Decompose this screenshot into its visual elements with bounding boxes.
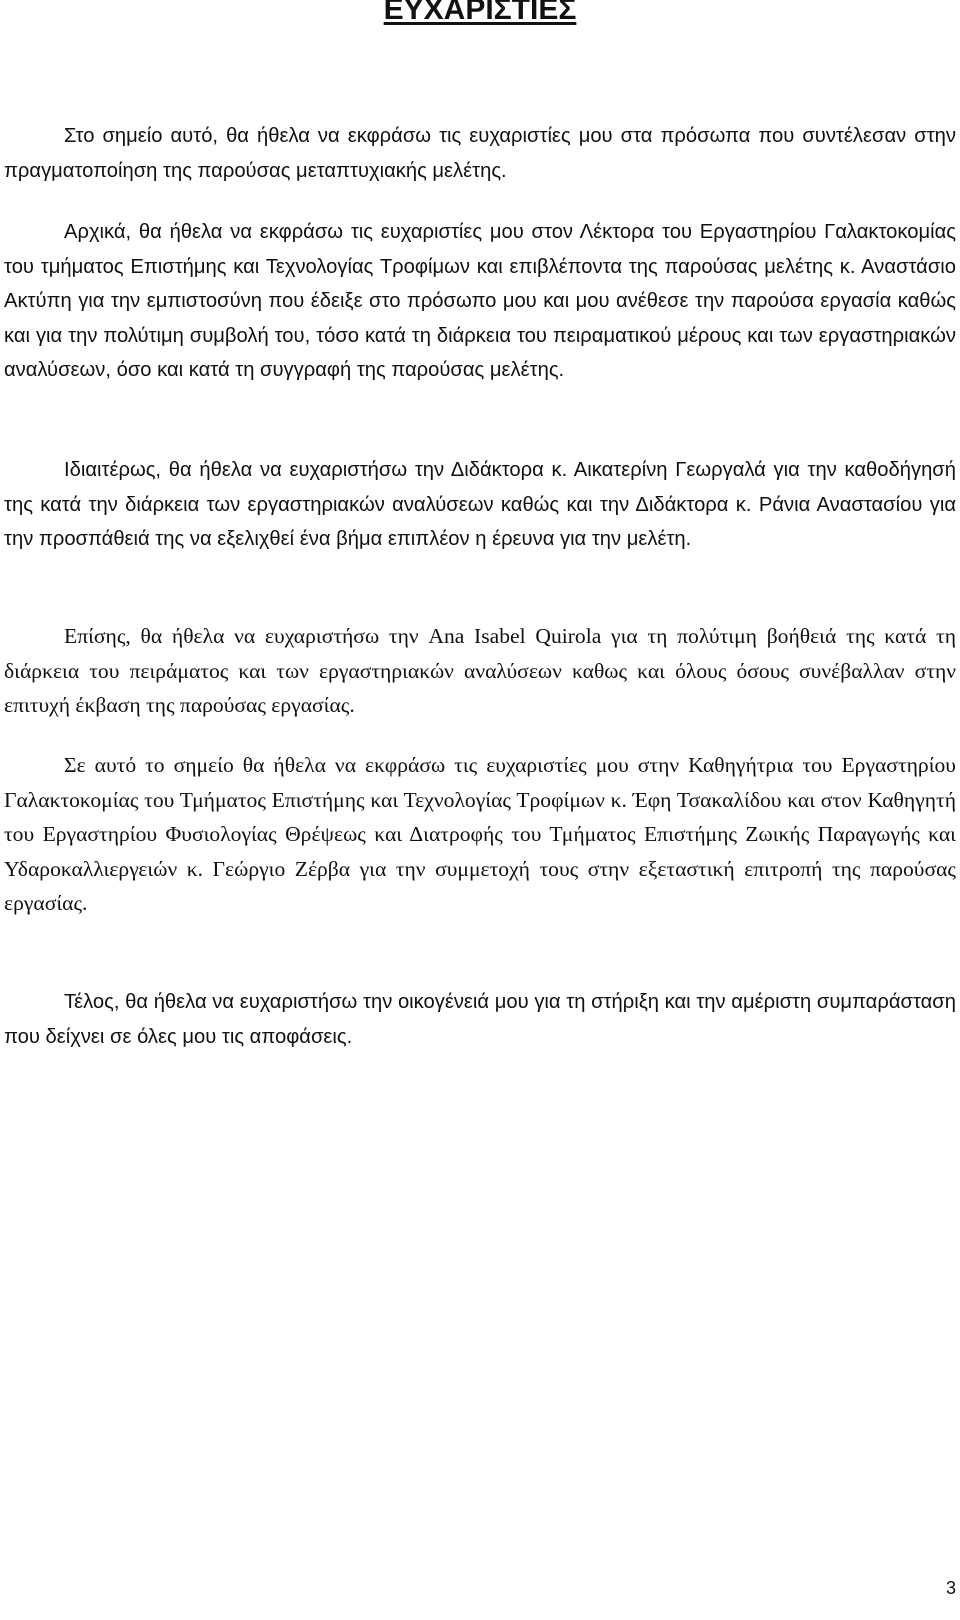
paragraph-assistance: Επίσης, θα ήθελα να ευχαριστήσω την Ana Isabel Quirola για τη πολύτιμη βοήθειά της κατά τη διάρκεια του πειράματος και των εργαστηριακών αναλύσεων καθως και όλους όσους συνέβαλλαν στην επιτυχή έκβαση της παρούσας εργασίας. [4, 624, 956, 718]
paragraph-supervisor: Αρχικά, θα ήθελα να εκφράσω τις ευχαριστίες μου στον Λέκτορα του Εργαστηρίου Γαλακτοκομίας του τμήματος Επιστήμης και Τεχνολογίας Τροφίμων και επιβλέποντα της παρούσας μελέτης κ. Αναστάσιο Ακτύπη για την εμπιστοσύνη που έδειξε στο πρόσωπο μου και μου ανέθεσε την παρούσα εργασία καθώς και για την πολύτιμη συμβολή του, τόσο κατά τη διάρκεια του πειραματικού μέρους και των εργαστηριακών αναλύσεων, όσο και κατά τη συγγραφή της παρούσας μελέτης. [4, 221, 956, 382]
paragraph-intro: Στο σημείο αυτό, θα ήθελα να εκφράσω τις ευχαριστίες μου στα πρόσωπα που συντέλεσαν στην πραγματοποίηση της παρούσας μεταπτυχιακής μελέτης. [4, 125, 956, 182]
paragraph-committee: Σε αυτό το σημείο θα ήθελα να εκφράσω τις ευχαριστίες μου στην Καθηγήτρια του Εργαστηρίου Γαλακτοκομίας του Τμήματος Επιστήμης και Τεχνολογίας Τροφίμων κ. Έφη Τσακαλίδου και στον Καθηγητή του Εργαστηρίου Φυσιολογίας Θρέψεως και Διατροφής του Τμήματος Επιστήμης Ζωικής Παραγωγής και Υδαροκαλλιεργειών κ. Γεώργιο Ζέρβα για την συμμετοχή τους στην εξεταστική επιτροπή της παρούσας εργασίας. [4, 753, 956, 916]
page-title: ΕΥΧΑΡΙΣΤΙΕΣ [383, 0, 577, 26]
paragraph-doctors: Ιδιαιτέρως, θα ήθελα να ευχαριστήσω την Διδάκτορα κ. Αικατερίνη Γεωργαλά για την καθοδήγησή της κατά την διάρκεια των εργαστηριακών αναλύσεων καθώς και την Διδάκτορα κ. Ράνια Αναστασίου για την προσπάθειά της να εξελιχθεί ένα βήμα επιπλέον η έρευνα για την μελέτη. [4, 459, 956, 551]
page-number: 3 [945, 1578, 956, 1598]
paragraph-family: Τέλος, θα ήθελα να ευχαριστήσω την οικογένειά μου για τη στήριξη και την αμέριστη συμπαράσταση που δείχνει σε όλες μου τις αποφάσεις. [4, 991, 956, 1048]
